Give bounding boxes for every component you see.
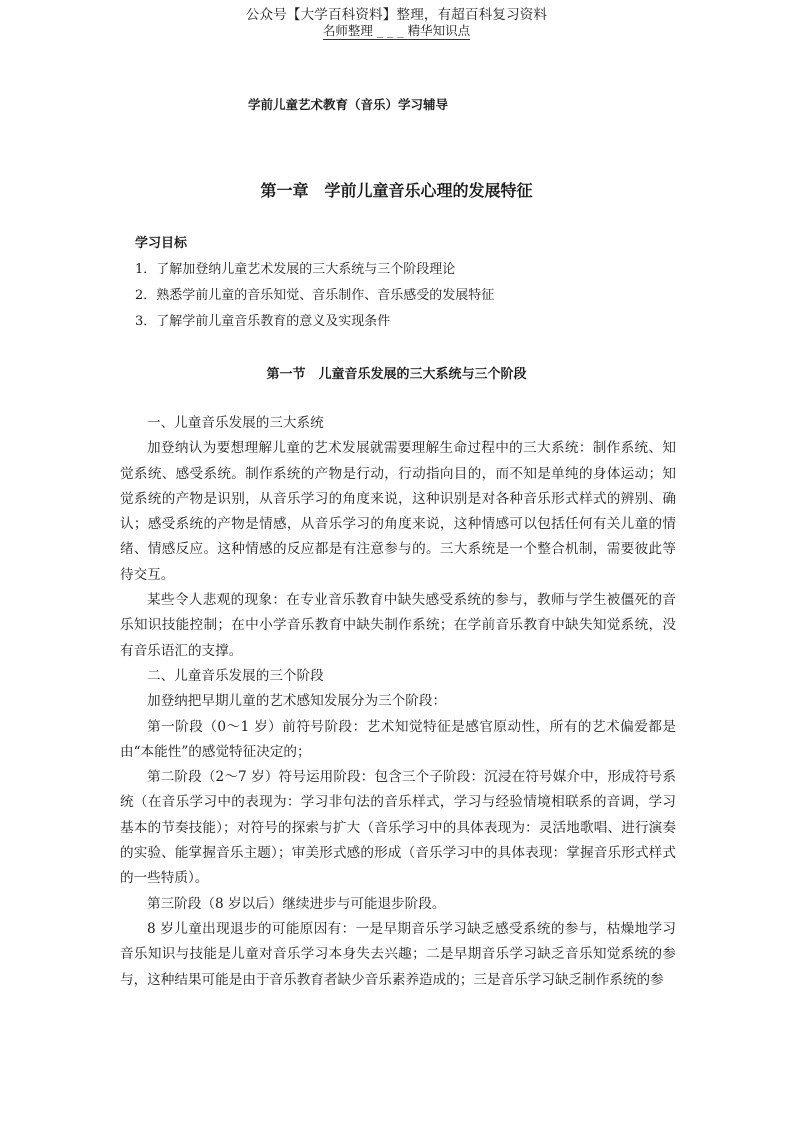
body-paragraph: 第二阶段（2～7 岁）符号运用阶段：包含三个子阶段：沉浸在符号媒介中，形成符号系统（在音乐学习中的表现为：学习非句法的音乐样式，学习与经验情境相联系的音调，学习基本的节奏技能）；对符号的探索与扩大（音乐学习中的具体表现为：灵活地歌唱、进行演奏的实验、能掌握音乐主题）；审美形式感的形成（音乐学习中的具体表现：掌握音乐形式样式的一些特质）。 bbox=[120, 769, 676, 887]
objective-item: 3．了解学前儿童音乐教育的意义及实现条件 bbox=[135, 314, 391, 329]
objectives-heading: 学习目标 bbox=[135, 236, 188, 251]
objective-item: 2．熟悉学前儿童的音乐知觉、音乐制作、音乐感受的发展特征 bbox=[135, 288, 495, 303]
subsection-heading: 二、儿童音乐发展的三个阶段 bbox=[147, 667, 324, 684]
subsection-heading: 一、儿童音乐发展的三大系统 bbox=[147, 415, 324, 431]
chapter-title: 第一章 学前儿童音乐心理的发展特征 bbox=[260, 181, 533, 200]
body-paragraph: 加登纳把早期儿童的艺术感知发展分为三个阶段： bbox=[147, 693, 447, 710]
section-title: 第一节 儿童音乐发展的三大系统与三个阶段 bbox=[266, 367, 527, 382]
document-title: 学前儿童艺术教育（音乐）学习辅导 bbox=[248, 97, 449, 112]
body-paragraph: 第三阶段（8 岁以后）继续进步与可能退步阶段。 bbox=[147, 895, 446, 912]
objective-item: 1．了解加登纳儿童艺术发展的三大系统与三个阶段理论 bbox=[135, 262, 456, 277]
body-paragraph: 第一阶段（0～1 岁）前符号阶段：艺术知觉特征是感官原动性，所有的艺术偏爱都是由“本能性”的感觉特征决定的； bbox=[120, 718, 676, 760]
page-header-sub-text: 名师整理 _ _ _ 精华知识点 bbox=[322, 23, 471, 38]
page-header-sub-line bbox=[0, 23, 793, 39]
body-paragraph: 某些令人悲观的现象：在专业音乐教育中缺失感受系统的参与，教师与学生被僵死的音乐知识技能控制；在中小学音乐教育中缺失制作系统；在学前音乐教育中缺失知觉系统，没有音乐语汇的支撑。 bbox=[120, 592, 676, 659]
page-header-top-line: 公众号【大学百科资料】整理，有超百科复习资料 bbox=[245, 7, 548, 23]
body-paragraph: 加登纳认为要想理解儿童的艺术发展就需要理解生命过程中的三大系统：制作系统、知觉系统、感受系统。制作系统的产物是行动，行动指向目的，而不知是单纯的身体运动；知觉系统的产物是识别，从音乐学习的角度来说，这种识别是对各种音乐形式样式的辨别、确认；感受系统的产物是情感，从音乐学习的角度来说，这种情感可以包括任何有关儿童的情绪、情感反应。这种情感的反应都是有注意参与的。三大系统是一个整合机制，需要彼此等待交互。 bbox=[120, 440, 676, 583]
body-text bbox=[120, 411, 676, 993]
body-paragraph: 8 岁儿童出现退步的可能原因有：一是早期音乐学习缺乏感受系统的参与，枯燥地学习音乐知识与技能是儿童对音乐学习本身失去兴趣；二是早期音乐学习缺乏音乐知觉系统的参与，这种结果可能是由于音乐教育者缺少音乐素养造成的；三是音乐学习缺乏制作系统的参 bbox=[120, 920, 676, 988]
